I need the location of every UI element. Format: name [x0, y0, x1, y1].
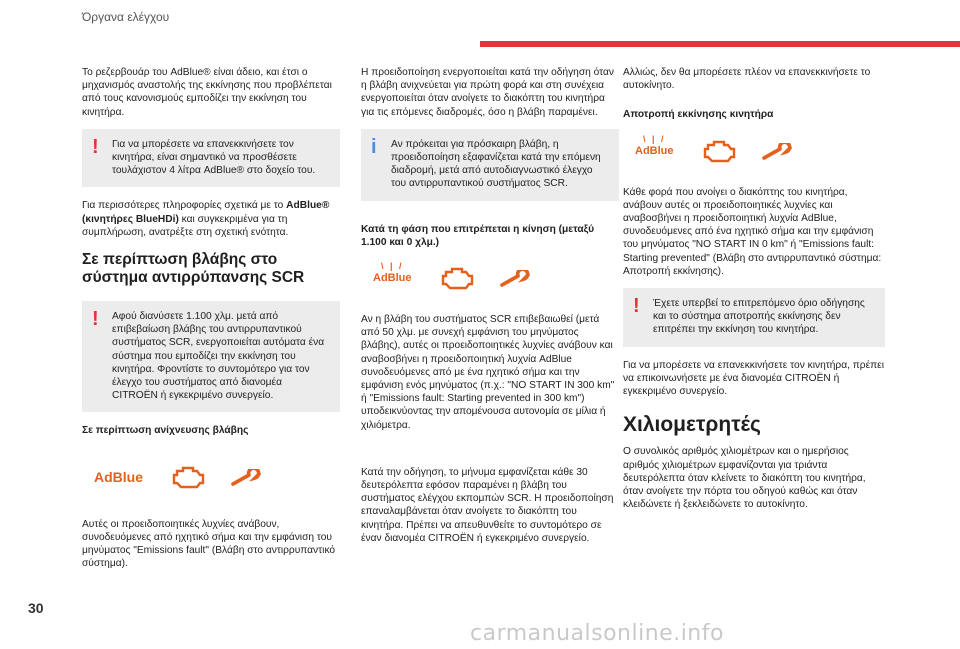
warning-text: Αφού διανύσετε 1.100 χλμ. μετά από επιβεβαίωση βλάβης του αντιρρυπαντικού συστήματος SCR, ενεργοποιείται αυτόματα ένα σύστημα που εμποδίζει την εκκίνηση του κινητήρα. Φροντίστε το συντομότερο για τον έλεγχο του συστήματος από διανομέα CITROËN ή εγκεκριμένο συνεργείο. [112, 311, 325, 402]
body-text: Ο συνολικός αριθμός χιλιομέτρων και ο ημερήσιος αριθμός χιλιομέτρων εμφανίζονται για τριάντα δευτερόλεπτα όταν κλείνετε το διακόπτη του κινητήρα, όταν ανοίγετε την πόρτα του οδηγού καθώς και όταν κλειδώνετε ή ξεκλειδώνετε το αυτοκίνητο. [623, 446, 866, 511]
warning-icon: ! [92, 135, 99, 158]
info-box [361, 129, 619, 201]
warning-lamps [371, 257, 619, 301]
engine-icon [171, 465, 205, 491]
warning-box [82, 129, 340, 188]
adblue-link: AdBlue® (κινητήρες BlueHDi) [82, 200, 330, 225]
column-1 [82, 66, 340, 580]
column-2 [361, 66, 619, 555]
column-3 [623, 66, 885, 521]
body-text: Αλλιώς, δεν θα μπορέσετε πλέον να επανεκκινήσετε το αυτοκίνητο. [623, 67, 871, 92]
subheading: Σε περίπτωση ανίχνευσης βλάβης [82, 425, 249, 437]
section-heading: Σε περίπτωση βλάβης στο σύστημα αντιρρύπανσης SCR [82, 251, 305, 287]
subheading: Κατά τη φάση που επιτρέπεται η κίνηση (μεταξύ 1.100 και 0 χλμ.) [361, 223, 595, 248]
wrench-icon [500, 270, 530, 288]
body-text: Για να μπορέσετε να επανεκκινήσετε τον κινητήρα, πρέπει να επικοινωνήσετε με ένα διανομέα CITROËN ή εγκεκριμένο συνεργείο. [623, 359, 884, 398]
watermark: carmanualsonline.info [470, 621, 724, 646]
warning-icon: ! [92, 308, 99, 331]
info-text-post: και συγκεκριμένα για τη συμπλήρωση, ανατρέξτε στη σχετική ενότητα. [82, 213, 289, 238]
adblue-icon: AdBlue [94, 469, 143, 486]
warning-lamps [633, 130, 885, 174]
body-text: Κατά την οδήγηση, το μήνυμα εμφανίζεται κάθε 30 δευτερόλεπτα εφόσον παραμένει η βλάβη του συστήματος ελέγχου εκπομπών SCR. Η προειδοποίηση επαναλαμβάνεται όταν ανοίγετε το διακόπτη του κινητήρα. Πρέπει να απευθυνθείτε το συντομότερο σε έναν διανομέα CITROËN ή εγκεκριμένο συνεργείο. [361, 466, 614, 544]
info-box-text: Αν πρόκειται για πρόσκαιρη βλάβη, η προειδοποίηση εξαφανίζεται κατά την επόμενη διαδρομή, μετά από αυτοδιαγνωστικό έλεγχο του αντιρρυπαντικού συστήματος SCR. [391, 138, 601, 190]
body-text: Κάθε φορά που ανοίγει ο διακόπτης του κινητήρα, ανάβουν αυτές οι προειδοποιητικές λυχνίες και αναβοσβήνει η προειδοποιητική λυχνία AdBlue, συνοδευόμενες από ένα ηχητικό σήμα και την εμφάνιση του μηνύματος "NO START IN 0 km" ή "Emissions fault: Starting prevented" (Βλάβη στο αντιρρυπαντικό σύστημα: Αποτροπή εκκίνησης). [623, 186, 882, 277]
warning-text: Έχετε υπερβεί το επιτρεπόμενο όριο οδήγησης και το σύστημα αποτροπής εκκίνησης δεν επιτρέπει την εκκίνηση του κινητήρα. [653, 298, 865, 336]
page-number: 30 [28, 600, 44, 616]
warning-text: Για να μπορέσετε να επανεκκινήσετε τον κινητήρα, είναι σημαντικό να προσθέσετε τουλάχιστον 4 λίτρα AdBlue® στο δοχείο του. [112, 138, 316, 177]
accent-bar [480, 41, 960, 47]
body-text: Αν η βλάβη του συστήματος SCR επιβεβαιωθεί (μετά από 50 χλμ. με συνεχή εμφάνιση του μηνύματος βλάβης), αυτές οι προειδοποιητικές λυχνίες ανάβουν και αναβοσβήνει η προειδοποιητική λυχνία AdBlue συνοδευόμενες από με ένα ηχητικό σήμα και την εμφάνιση ενός μηνύματος (π.χ.: "NO START IN 300 km" ή "Emissions fault: Starting prevented in 300 km") υποδεικνύοντας την απομένουσα αυτονομία σε μίλια ή χιλιόμετρα. [361, 314, 615, 431]
intro-text: Το ρεζερβουάρ του AdBlue® είναι άδειο, και έτσι ο μηχανισμός αναστολής της εκκίνησης που προβλέπεται από τους κανονισμούς εμποδίζει την εκκίνηση του κινητήρα. [82, 67, 332, 118]
adblue-flashing-icon: \ | / AdBlue [633, 145, 676, 158]
engine-icon [440, 266, 474, 292]
body-text: Αυτές οι προειδοποιητικές λυχνίες ανάβουν, συνοδευόμενες από ηχητικό σήμα και την εμφάνιση του μηνύματος "Emissions fault" (Βλάβη στο αντιρρυπαντικό σύστημα). [82, 518, 336, 570]
section-heading: Χιλιομετρητές [623, 413, 761, 437]
adblue-flashing-icon: \ | / AdBlue [371, 272, 414, 285]
info-icon: i [371, 135, 377, 158]
warning-box [82, 301, 340, 412]
engine-icon [702, 139, 736, 165]
warning-lamps [92, 456, 340, 500]
warning-icon: ! [633, 295, 640, 318]
wrench-icon [762, 143, 792, 161]
info-text-pre: Για περισσότερες πληροφορίες σχετικά με το [82, 200, 287, 212]
info-text [82, 199, 340, 239]
body-text: Η προειδοποίηση ενεργοποιείται κατά την οδήγηση όταν η βλάβη ανιχνεύεται για πρώτη φορά και στη συνέχεια ενεργοποιείται όταν ανοίγετε το διακόπτη του κινητήρα για τις επόμενες διαδρομές, όσο η βλάβη παραμένει. [361, 67, 615, 118]
spacer [361, 442, 619, 466]
wrench-icon [231, 469, 261, 487]
warning-box [623, 288, 885, 347]
section-title: Όργανα ελέγχου [82, 10, 170, 24]
subheading: Αποτροπή εκκίνησης κινητήρα [623, 109, 774, 121]
